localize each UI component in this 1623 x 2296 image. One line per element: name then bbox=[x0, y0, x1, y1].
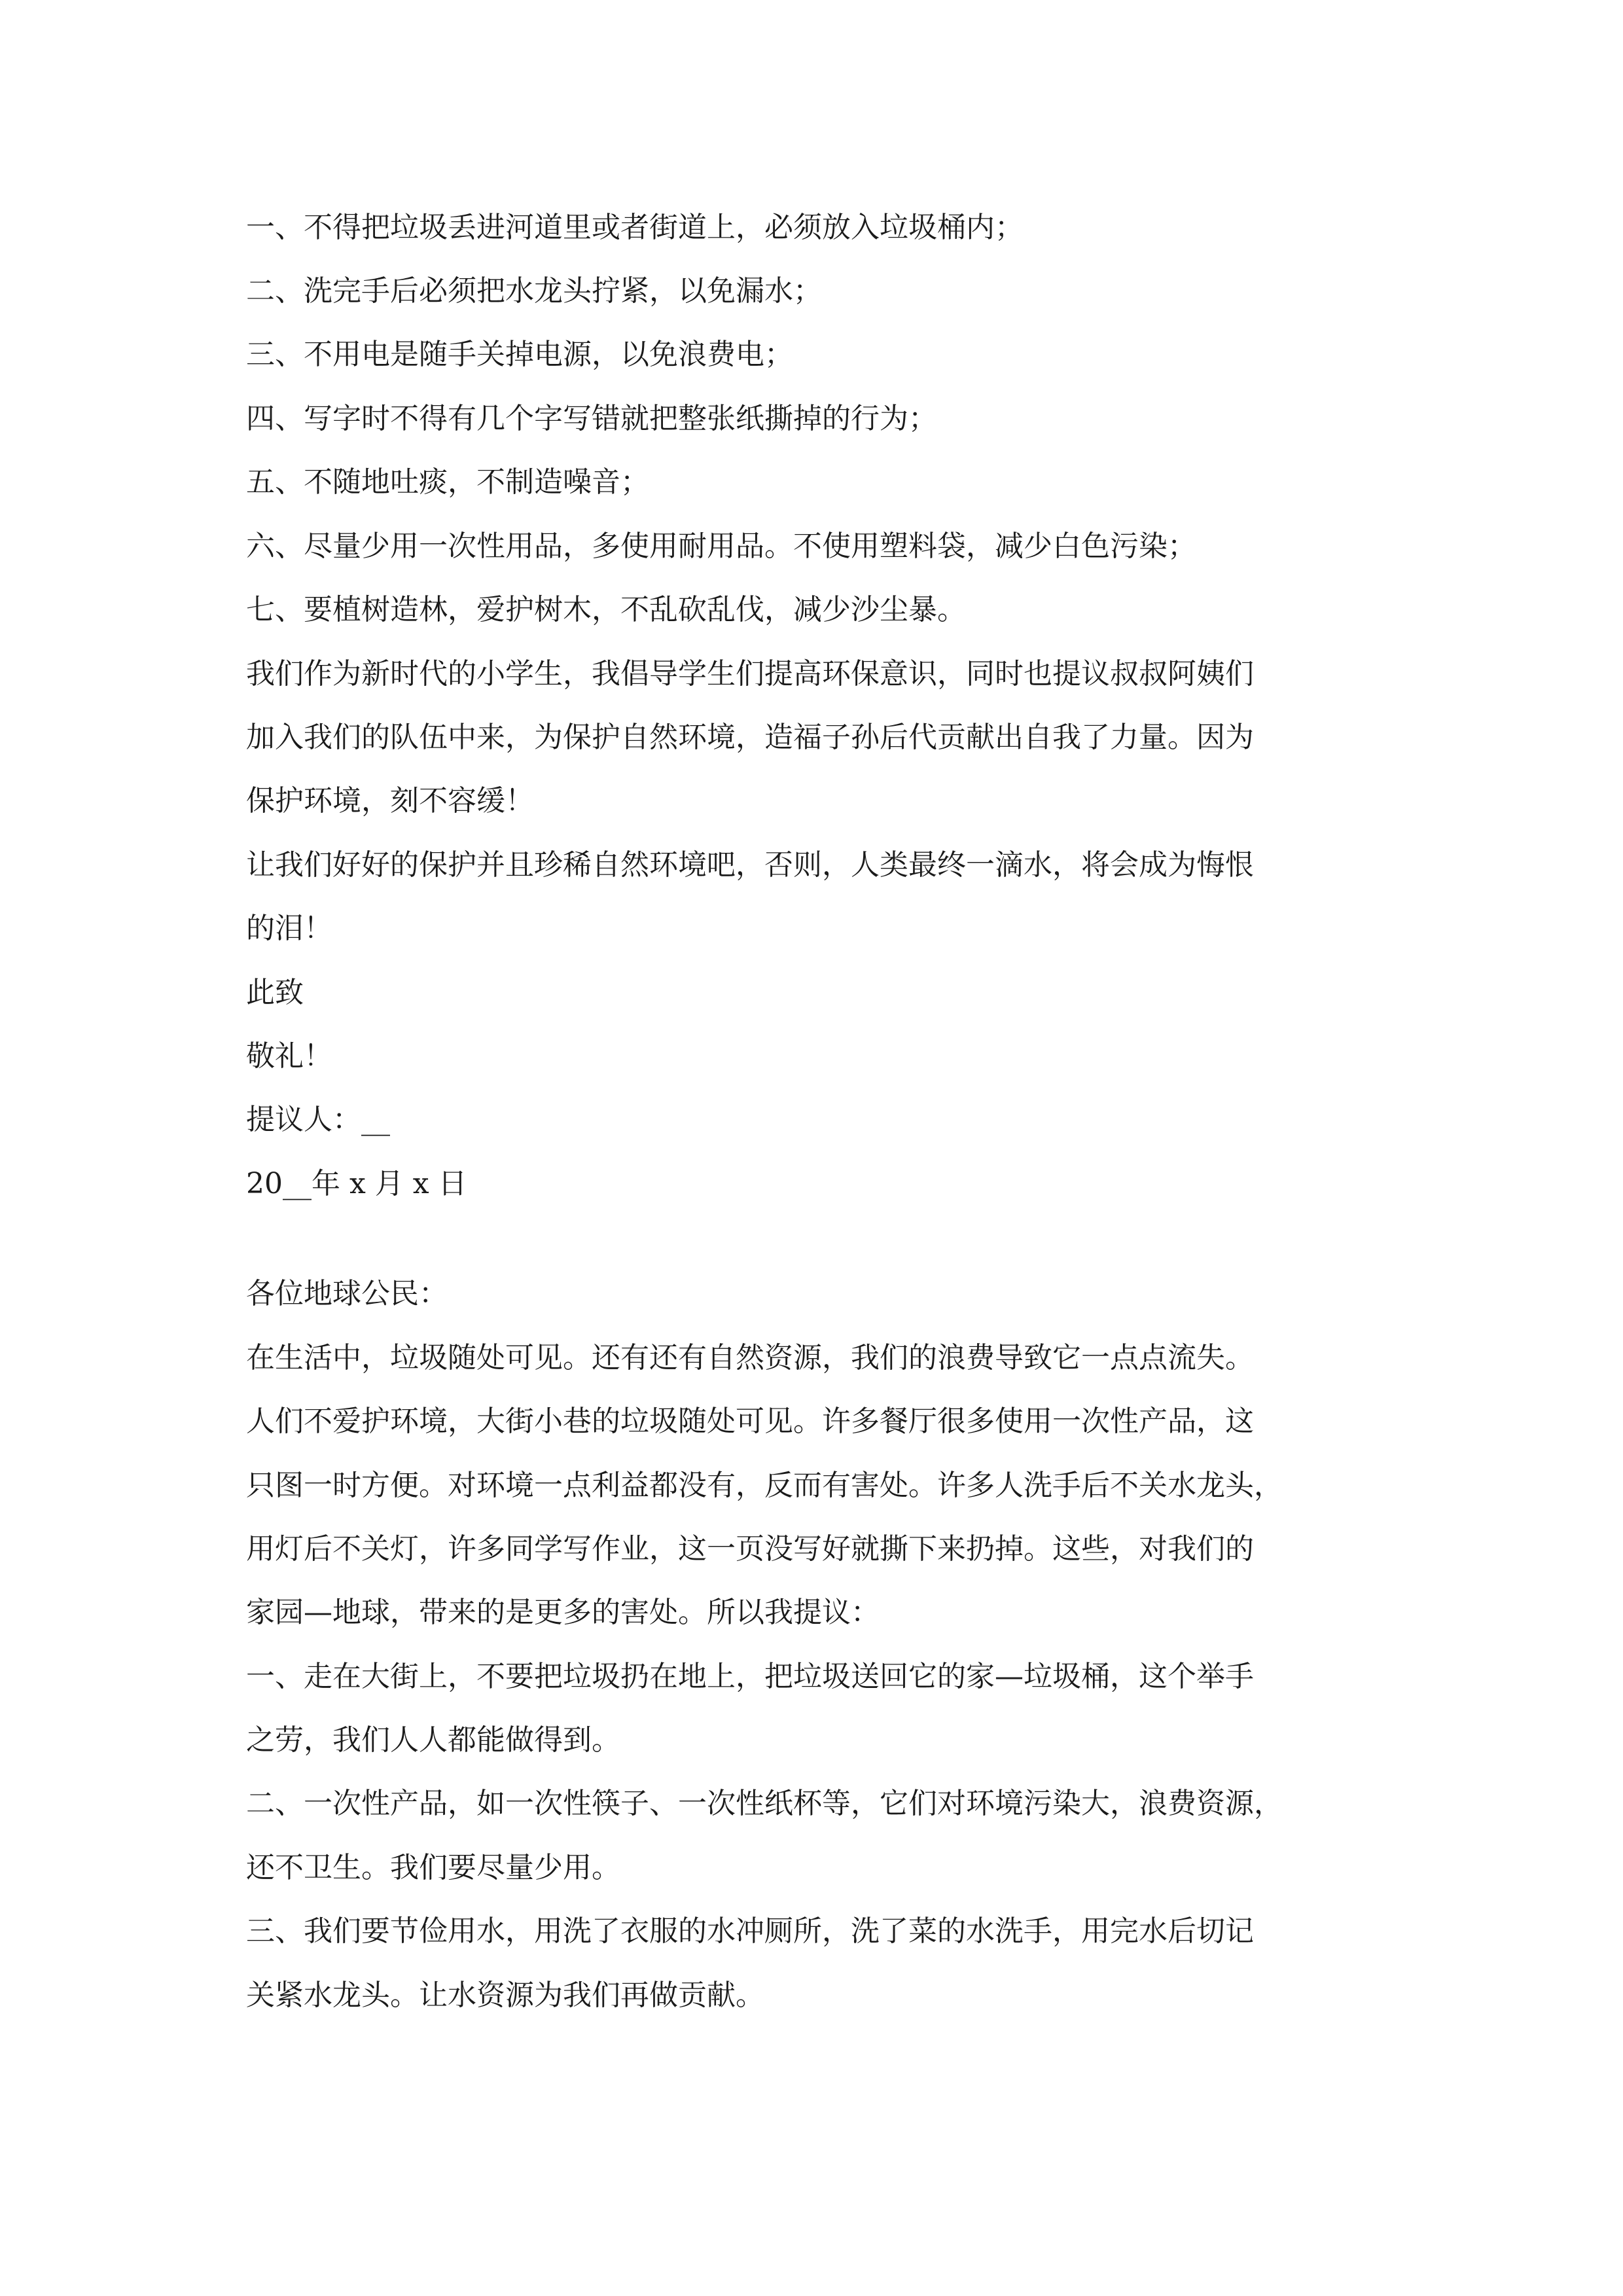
text-line: 加入我们的队伍中来，为保护自然环境，造福子孙后代贡献出自我了力量。因为 bbox=[246, 721, 1254, 754]
text-line: 的泪！ bbox=[246, 912, 332, 945]
text-line: 20__年 x 月 x 日 bbox=[246, 1167, 467, 1200]
text-line: 三、不用电是随手关掉电源，以免浪费电； bbox=[246, 338, 793, 371]
text-line: 人们不爱护环境，大街小巷的垃圾随处可见。许多餐厅很多使用一次性产品，这 bbox=[246, 1405, 1254, 1438]
text-line: 只图一时方便。对环境一点利益都没有，反而有害处。许多人洗手后不关水龙头， bbox=[246, 1469, 1283, 1502]
text-line: 保护环境，刻不容缓！ bbox=[246, 784, 534, 817]
text-line: 提议人：__ bbox=[246, 1103, 390, 1136]
text-line: 一、不得把垃圾丢进河道里或者街道上，必须放入垃圾桶内； bbox=[246, 211, 1024, 244]
text-line: 此致 bbox=[246, 976, 304, 1009]
text-line: 四、写字时不得有几个字写错就把整张纸撕掉的行为； bbox=[246, 402, 937, 435]
text-line: 一、走在大街上，不要把垃圾扔在地上，把垃圾送回它的家—垃圾桶，这个举手 bbox=[246, 1660, 1254, 1693]
text-line: 还不卫生。我们要尽量少用。 bbox=[246, 1851, 620, 1884]
text-line: 家园—地球，带来的是更多的害处。所以我提议： bbox=[246, 1596, 880, 1629]
text-line: 用灯后不关灯，许多同学写作业，这一页没写好就撕下来扔掉。这些，对我们的 bbox=[246, 1532, 1254, 1566]
text-line: 敬礼！ bbox=[246, 1039, 332, 1073]
text-line: 三、我们要节俭用水，用洗了衣服的水冲厕所，洗了菜的水洗手，用完水后切记 bbox=[246, 1914, 1254, 1948]
text-line: 关紧水龙头。让水资源为我们再做贡献。 bbox=[246, 1979, 764, 2012]
text-line: 五、不随地吐痰，不制造噪音； bbox=[246, 465, 649, 499]
text-line: 七、要植树造林，爱护树木，不乱砍乱伐，减少沙尘暴。 bbox=[246, 593, 966, 626]
text-line: 二、一次性产品，如一次性筷子、一次性纸杯等，它们对环境污染大，浪费资源， bbox=[246, 1787, 1283, 1820]
text-line: 六、尽量少用一次性用品，多使用耐用品。不使用塑料袋，减少白色污染； bbox=[246, 529, 1196, 563]
text-line: 我们作为新时代的小学生，我倡导学生们提高环保意识，同时也提议叔叔阿姨们 bbox=[246, 657, 1254, 691]
text-line: 在生活中，垃圾随处可见。还有还有自然资源，我们的浪费导致它一点点流失。 bbox=[246, 1341, 1254, 1374]
text-line: 让我们好好的保护并且珍稀自然环境吧，否则，人类最终一滴水，将会成为悔恨 bbox=[246, 848, 1254, 882]
text-line: 二、洗完手后必须把水龙头拧紧，以免漏水； bbox=[246, 274, 822, 308]
text-line: 各位地球公民： bbox=[246, 1277, 448, 1310]
text-line: 之劳，我们人人都能做得到。 bbox=[246, 1723, 620, 1757]
